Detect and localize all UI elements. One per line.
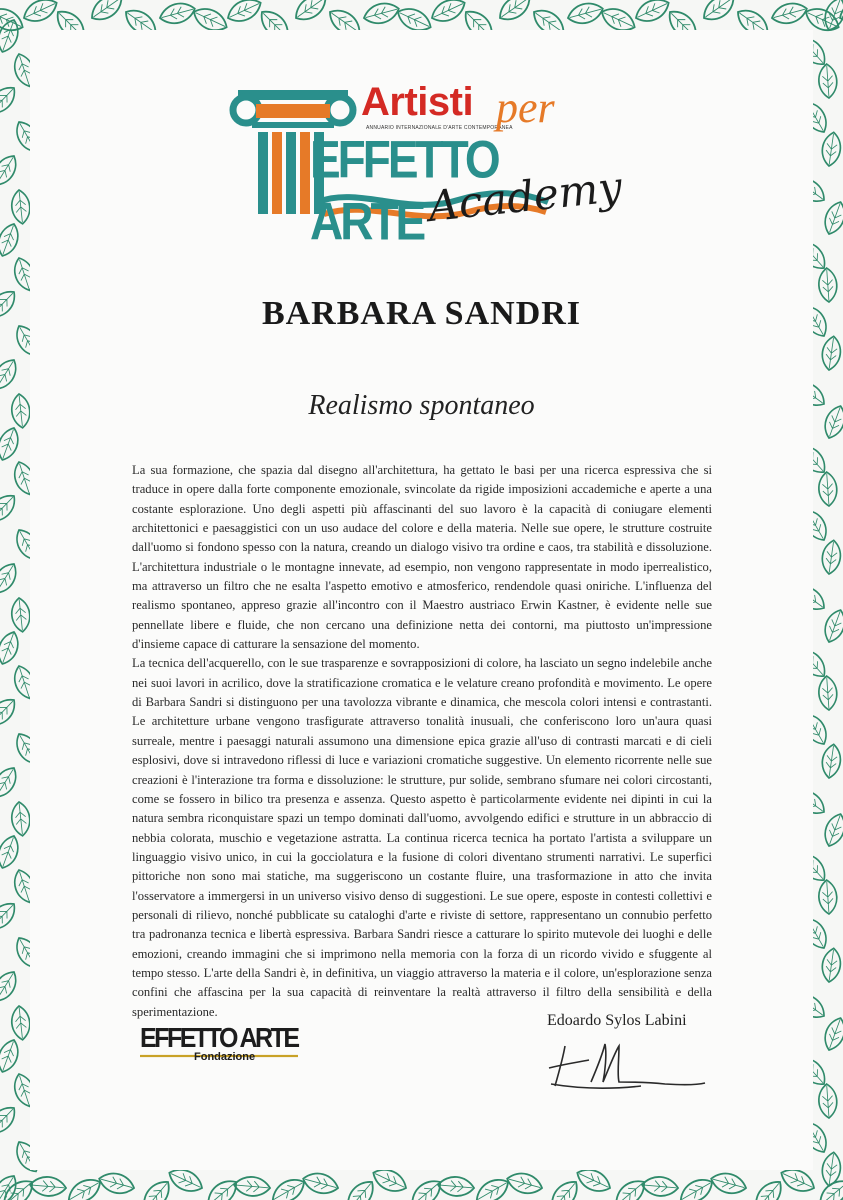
- leaf-ornament: [0, 694, 20, 731]
- leaf-ornament: [0, 833, 22, 871]
- leaf-ornament: [818, 1083, 838, 1118]
- leaf-ornament: [10, 189, 31, 225]
- leaf-ornament: [820, 743, 842, 779]
- signer-name: Edoardo Sylos Labini: [547, 1012, 687, 1029]
- leaf-ornament: [818, 879, 838, 914]
- leaf-ornament: [505, 1170, 545, 1198]
- fondazione-logo-main: EFFETTO ARTE: [140, 1023, 298, 1057]
- leaf-ornament: [428, 0, 469, 27]
- leaf-ornament: [10, 1005, 31, 1041]
- leaf-ornament: [0, 898, 20, 935]
- leaf-ornament: [821, 811, 843, 849]
- leaf-ornament: [138, 1176, 176, 1200]
- leaf-ornament: [699, 0, 739, 26]
- logo-per-text: per: [496, 83, 555, 132]
- fondazione-logo: [140, 1023, 298, 1063]
- leaf-ornament: [0, 490, 20, 527]
- leaf-ornament: [0, 1037, 22, 1075]
- critique-paragraph-2: La tecnica dell'acquerello, con le sue trasparenze e sovrapposizioni di colore, ha lasciato un segno indelebile anche nei suoi lavori in acrilico, dove la stratificazione cromatica e le velature creano profondità e movimento. Le opere di Barbara Sandri si distinguono per una tavolozza vibrante e dinamica, che mescola colori intensi e contrastanti. Le architetture urbane vengono trasfigurate attraverso tonalità inusuali, che conferiscono loro un'aura quasi surreale, mentre i paesaggi naturali assumono una dimensione epica grazie all'uso di contrasti marcati e di cieli esplosivi, dove si intravedono riflessi di luce e variazioni cromatiche suggestive. Un elemento ricorrente nelle sue creazioni è l'interazione tra forma e dissoluzione: le strutture, pur solide, sembrano sfumare nei colori circostanti, come se fossero in bilico tra presenza e assenza. Questo aspetto è particolarmente evidente nei dipinti in cui la natura sembra riconquistare spazi un tempo dominati dall'uomo, avvolgendo edifici e strutture in un abbraccio di nebbia colorata, muschio e vegetazione astratta. La continua ricerca tecnica ha portato l'artista a sviluppare un linguaggio visivo unico, in cui la gocciolatura e la fusione di colori diventano strumenti narrativi. Le superfici pittoriche non sono mai statiche, ma suggeriscono un costante fluire, una trasformazione in atto che invita l'osservatore a immergersi in un universo visivo denso di suggestioni. Le sue opere, esposte in contesti collettivi e personali di rilievo, nonché pubblicate su cataloghi d'arte e riviste di settore, rappresentano un connubio perfetto tra padronanza tecnica e libertà espressiva. Barbara Sandri riesce a catturare lo spirito mutevole dei luoghi e delle emozioni, creando immagini che si imprimono nella memoria con la forza di un ricordo vivido e sfuggente al tempo stesso. L'arte della Sandri è, in definitiva, un viaggio attraverso la materia e il colore, un'esplorazione senza confini che affascina per la sua capacità di reinventare la realtà attraverso il filtro della sensibilità e della sperimentazione.: [132, 656, 712, 1019]
- leaf-ornament: [291, 0, 331, 26]
- logo-artisti-text: Artisti: [361, 80, 474, 124]
- leaf-ornament: [10, 801, 31, 837]
- leaf-ornament: [158, 0, 198, 27]
- critique-body: [132, 461, 712, 1022]
- leaf-ornament: [818, 471, 838, 506]
- leaf-ornament: [342, 1176, 380, 1200]
- leaf-ornament: [0, 763, 22, 801]
- leaf-ornament: [709, 1170, 749, 1198]
- leaf-ornament: [821, 1015, 843, 1053]
- critique-paragraph-1: La sua formazione, che spazia dal disegno all'architettura, ha gettato le basi per una ricerca espressiva che si traduce in opere dalla forte componente emozionale, svincolate da rigide imposizioni accademiche e aperte a una costante esplorazione. Uno degli aspetti più affascinanti del suo lavoro è la capacità di coniugare elementi architettonici e paesaggistici con un uso audace del colore e della materia. Nelle sue opere, le strutture costruite dall'uomo si fondono spesso con la natura, creando un dialogo visivo tra ordine e caos, tra stabilità e dissoluzione. L'architettura industriale o le montagne innevate, ad esempio, non vengono rappresentate in modo iperrealistico, ma attraverso un filtro che ne esalta l'aspetto emotivo e atmosferico, rendendole quasi oniriche. L'influenza del realismo spontaneo, appreso grazie all'incontro con il Maestro austriaco Erwin Kastner, è evidente nelle sue pennellate libere e fluide, che non cercano una definizione netta dei contorni, ma piuttosto un'impressione d'insieme capace di catturare la sensazione del momento.: [132, 463, 712, 652]
- leaf-ornament: [818, 675, 838, 710]
- leaf-ornament: [750, 1176, 788, 1200]
- leaf-ornament: [820, 335, 842, 371]
- leaf-ornament: [233, 1175, 271, 1197]
- leaf-ornament: [0, 1102, 20, 1139]
- artisti-per-effetto-arte-academy-logo: [228, 76, 625, 252]
- leaf-ornament: [566, 0, 606, 27]
- leaf-ornament: [0, 221, 22, 259]
- leaf-ornament: [0, 17, 22, 55]
- leaf-ornament: [301, 1170, 341, 1198]
- leaf-ornament: [0, 151, 22, 189]
- leaf-ornament: [0, 967, 22, 1005]
- leaf-ornament: [820, 947, 842, 983]
- leaf-ornament: [20, 0, 61, 27]
- leaf-ornament: [0, 425, 22, 463]
- logo-effetto-arte-text: EFFETTO ARTE: [310, 129, 498, 252]
- leaf-ornament: [676, 1174, 717, 1200]
- leaf-ornament: [814, 1175, 843, 1200]
- leaf-ornament: [268, 1174, 309, 1200]
- leaf-ornament: [224, 0, 265, 27]
- leaf-ornament: [821, 607, 843, 645]
- signature: [545, 1038, 715, 1098]
- leaf-ornament: [87, 0, 127, 26]
- logo-subtitle: ANNUARIO INTERNAZIONALE D'ARTE CONTEMPORANEA: [366, 125, 513, 131]
- leaf-ornament: [437, 1175, 475, 1197]
- leaf-ornament: [0, 355, 22, 393]
- leaf-ornament: [641, 1175, 679, 1197]
- leaf-ornament: [0, 559, 22, 597]
- leaf-ornament: [818, 63, 838, 98]
- leaf-ornament: [546, 1176, 584, 1200]
- leaf-ornament: [495, 0, 535, 26]
- leaf-ornament: [0, 82, 20, 119]
- fondazione-logo-sub: Fondazione: [194, 1051, 256, 1063]
- artist-name: BARBARA SANDRI: [261, 295, 582, 332]
- leaf-ornament: [29, 1175, 67, 1197]
- leaf-ornament: [821, 199, 843, 237]
- leaf-ornament: [820, 131, 842, 167]
- leaf-ornament: [820, 539, 842, 575]
- leaf-ornament: [362, 0, 402, 27]
- leaf-ornament: [10, 597, 31, 633]
- artwork-title: Realismo spontaneo: [308, 390, 535, 421]
- logo-academy-text: Academy: [425, 161, 625, 232]
- leaf-ornament: [64, 1174, 105, 1200]
- leaf-ornament: [0, 629, 22, 667]
- leaf-ornament: [472, 1174, 513, 1200]
- leaf-ornament: [97, 1170, 137, 1198]
- leaf-ornament: [770, 0, 810, 27]
- leaf-ornament: [632, 0, 673, 27]
